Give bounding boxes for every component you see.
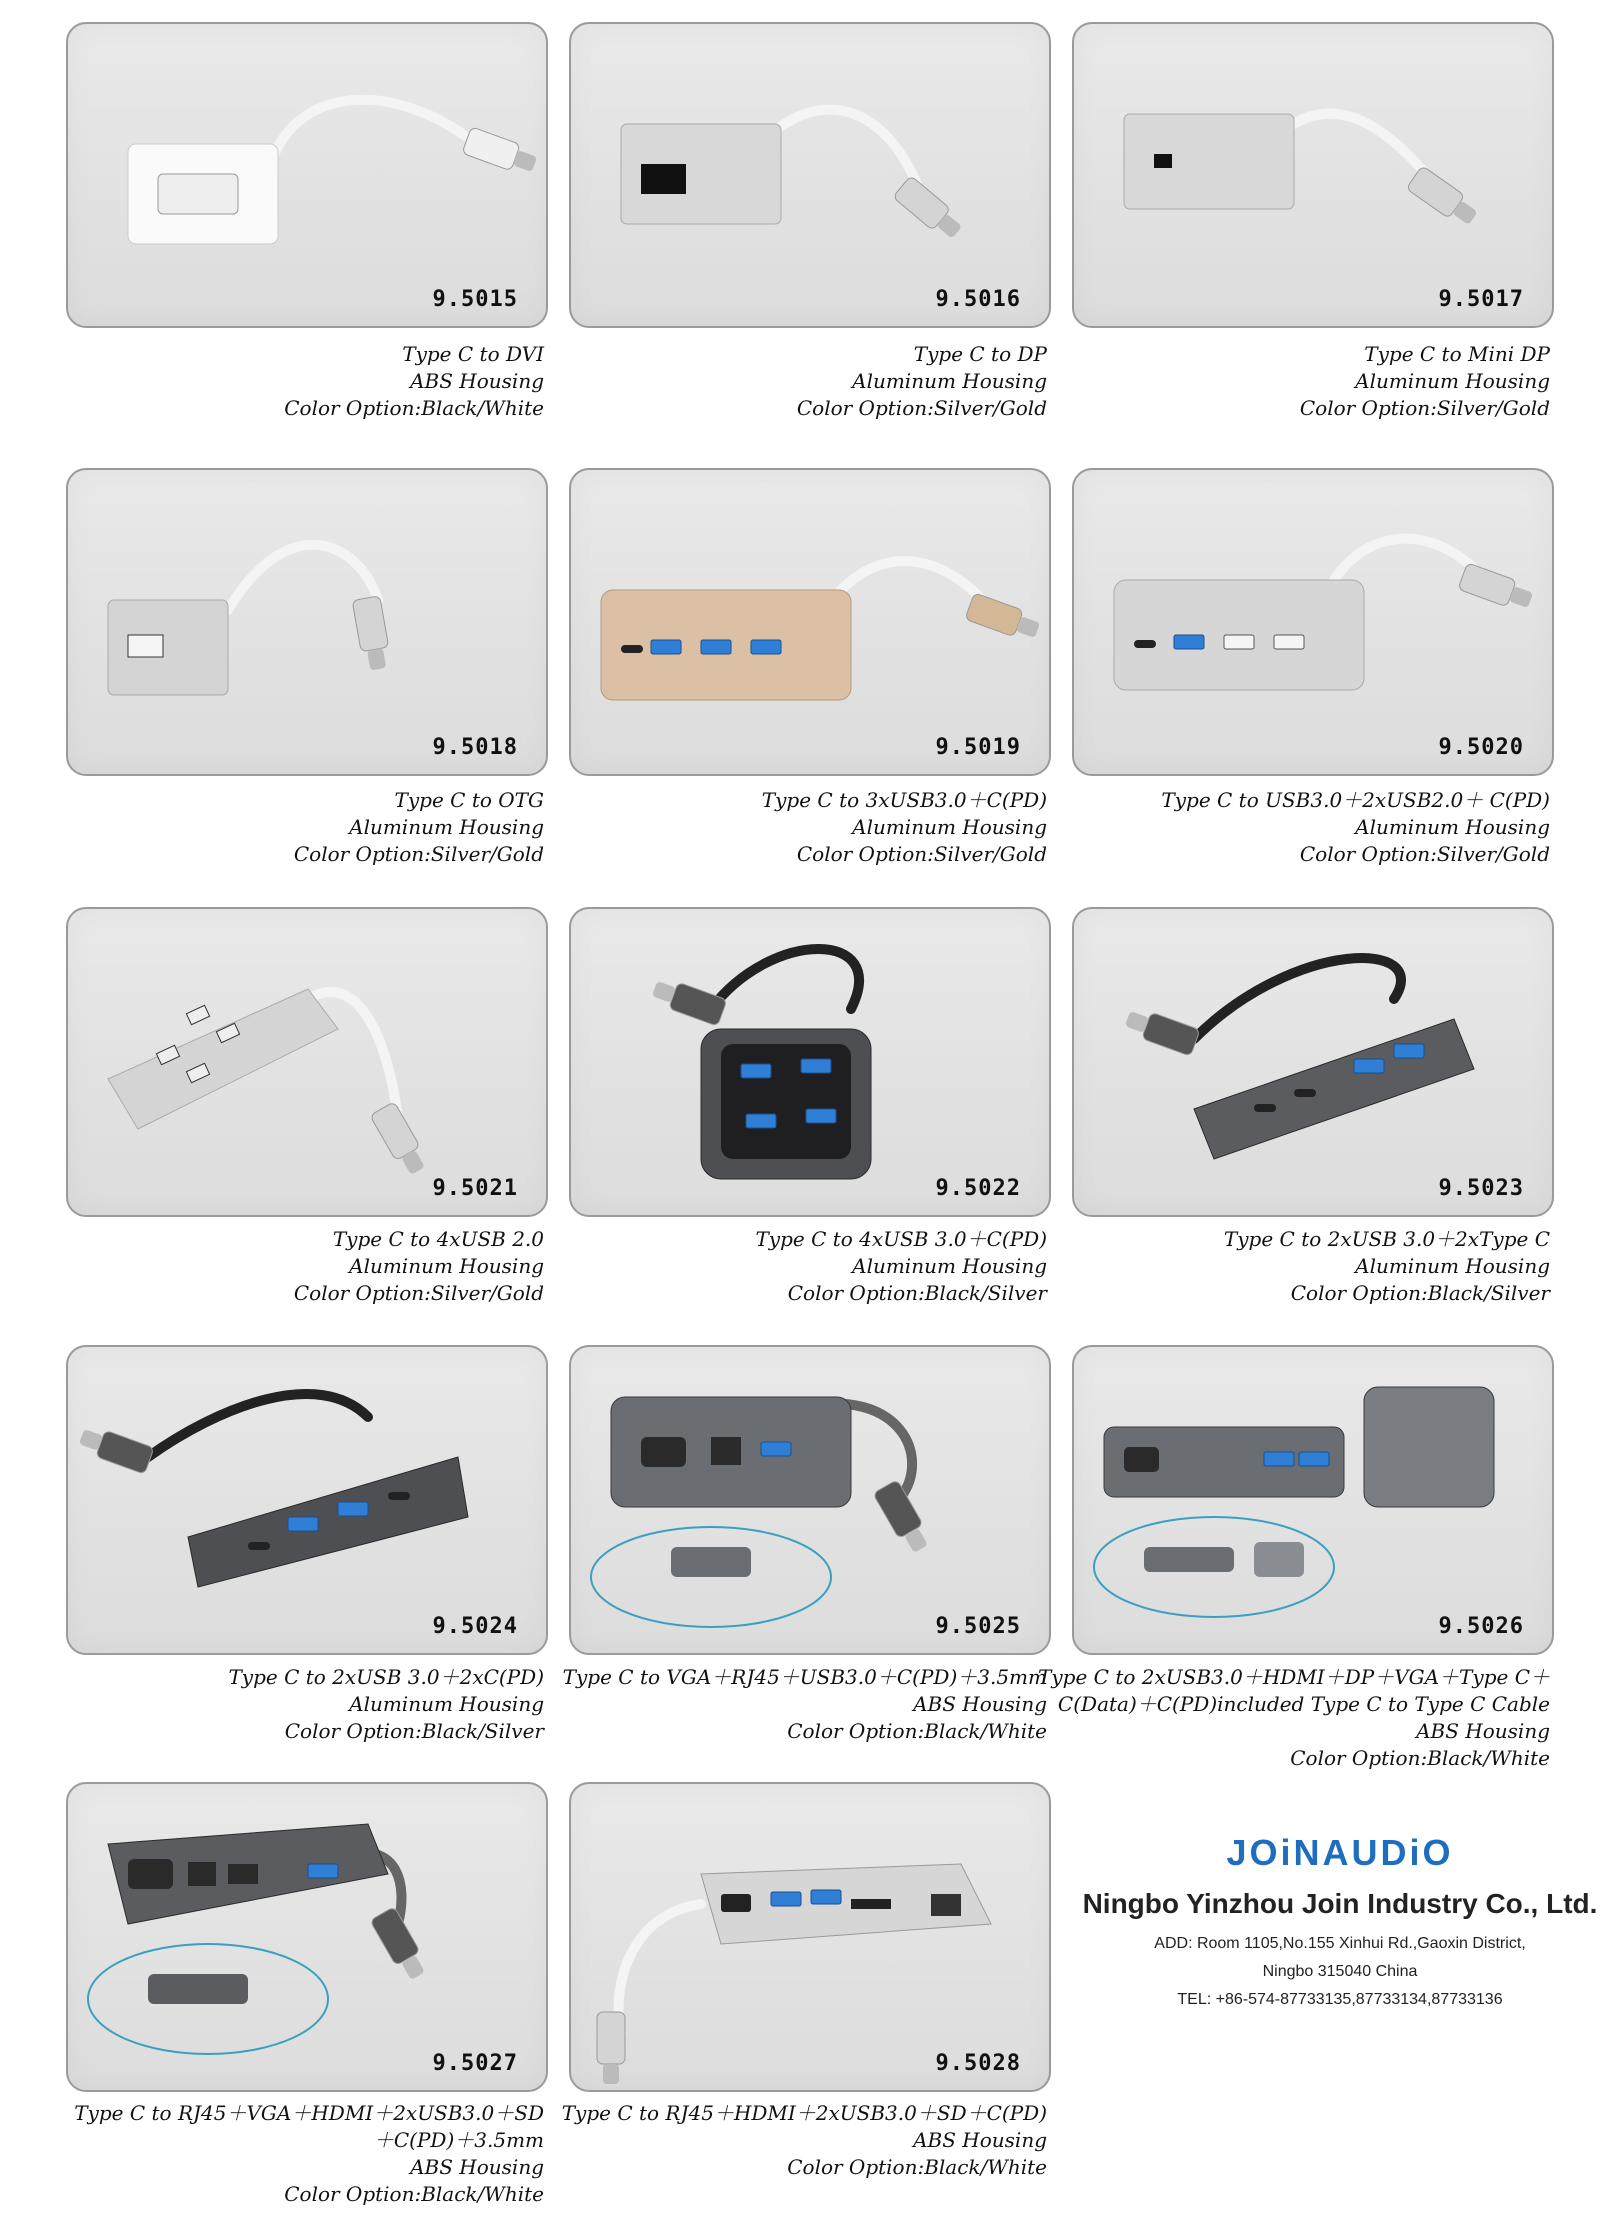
description-line: Color Option:Black/White [284, 396, 544, 420]
logo-text: JOiNAUDiO [1226, 1832, 1454, 1873]
product-card-9.5015 [66, 22, 548, 328]
product-code: 9.5027 [432, 2051, 518, 2076]
description-line: Aluminum Housing [1355, 369, 1550, 393]
product-description [1030, 1226, 1550, 1307]
product-card-9.5024 [66, 1345, 548, 1655]
description-line: ABS Housing [410, 369, 544, 393]
multi-dock-icon [1074, 1347, 1552, 1647]
usb-dark-hub-icon [1074, 909, 1552, 1209]
usb-bar-hub-icon [68, 909, 546, 1209]
product-description [24, 2100, 544, 2208]
product-card-9.5023 [1072, 907, 1554, 1217]
description-line: Aluminum Housing [852, 1254, 1047, 1278]
description-line: Type C to Mini DP [1364, 342, 1550, 366]
product-code: 9.5020 [1438, 735, 1524, 760]
product-code: 9.5016 [935, 287, 1021, 312]
product-card-9.5020 [1072, 468, 1554, 776]
product-code: 9.5019 [935, 735, 1021, 760]
description-line: Color Option:Silver/Gold [1299, 842, 1550, 866]
company-logo [1070, 1832, 1610, 1874]
product-card-9.5028 [569, 1782, 1051, 2092]
product-card-9.5017 [1072, 22, 1554, 328]
description-line: Aluminum Housing [1355, 1254, 1550, 1278]
product-code: 9.5028 [935, 2051, 1021, 2076]
description-line: Aluminum Housing [852, 815, 1047, 839]
product-card-9.5019 [569, 468, 1051, 776]
description-line: Color Option:Black/Silver [787, 1281, 1047, 1305]
description-line: Color Option:Silver/Gold [293, 1281, 544, 1305]
description-line: Color Option:Silver/Gold [796, 842, 1047, 866]
product-code: 9.5021 [432, 1176, 518, 1201]
product-code: 9.5017 [1438, 287, 1524, 312]
product-code: 9.5018 [432, 735, 518, 760]
description-line: Type C to DP [913, 342, 1047, 366]
product-code: 9.5024 [432, 1614, 518, 1639]
usb-hub-gold-icon [571, 470, 1049, 770]
description-line: Color Option:Black/White [787, 1719, 1047, 1743]
product-card-9.5027 [66, 1782, 548, 2092]
description-line: Type C to 4xUSB 3.0＋C(PD) [755, 1227, 1047, 1251]
description-line: Color Option:Black/Silver [284, 1719, 544, 1743]
description-line: Aluminum Housing [349, 1692, 544, 1716]
company-name: Ningbo Yinzhou Join Industry Co., Ltd. [1082, 1888, 1598, 1919]
product-description [24, 1226, 544, 1307]
description-line: Color Option:Silver/Gold [1299, 396, 1550, 420]
description-line: Color Option:Black/White [1290, 1746, 1550, 1770]
product-description [1030, 787, 1550, 868]
company-info [1070, 1888, 1610, 2014]
description-line: Type C to RJ45＋HDMI＋2xUSB3.0＋SD＋C(PD) [561, 2101, 1047, 2125]
product-code: 9.5023 [1438, 1176, 1524, 1201]
dark-dock-icon [68, 1784, 546, 2084]
product-description [24, 1664, 544, 1745]
product-description [527, 2100, 1047, 2181]
product-card-9.5016 [569, 22, 1051, 328]
product-code: 9.5026 [1438, 1614, 1524, 1639]
description-line: Color Option:Silver/Gold [796, 396, 1047, 420]
description-line: Type C to 2xUSB 3.0＋2xC(PD) [228, 1665, 544, 1689]
description-line: Type C to OTG [394, 788, 544, 812]
usb-square-hub-icon [571, 909, 1049, 1209]
description-line: Aluminum Housing [349, 1254, 544, 1278]
description-line: Color Option:Black/Silver [1290, 1281, 1550, 1305]
product-code: 9.5025 [935, 1614, 1021, 1639]
description-line: Type C to 2xUSB3.0＋HDMI＋DP＋VGA＋Type C＋ [1038, 1665, 1550, 1689]
description-line: Aluminum Housing [349, 815, 544, 839]
product-description [24, 787, 544, 868]
usb-dark-hub-2-icon [68, 1347, 546, 1647]
product-description [1030, 1664, 1550, 1772]
usb-hub-silver-icon [1074, 470, 1552, 770]
dvi-adapter-icon [68, 24, 546, 324]
description-line: Type C to RJ45＋VGA＋HDMI＋2xUSB3.0＋SD [74, 2101, 544, 2125]
description-line: ＋C(PD)＋3.5mm [373, 2128, 544, 2152]
description-line: Type C to 2xUSB 3.0＋2xType C [1223, 1227, 1550, 1251]
description-line: ABS Housing [410, 2155, 544, 2179]
company-tel: TEL: +86-574-87733135,87733134,87733136 [1177, 1991, 1503, 2008]
product-card-9.5021 [66, 907, 548, 1217]
dp-adapter-icon [571, 24, 1049, 324]
description-line: Color Option:Black/White [284, 2182, 544, 2206]
product-card-9.5026 [1072, 1345, 1554, 1655]
mini-dp-adapter-icon [1074, 24, 1552, 324]
description-line: Color Option:Black/White [787, 2155, 1047, 2179]
otg-adapter-icon [68, 470, 546, 770]
description-line: Color Option:Silver/Gold [293, 842, 544, 866]
description-line: Type C to USB3.0＋2xUSB2.0＋ C(PD) [1161, 788, 1550, 812]
description-line: ABS Housing [1416, 1719, 1550, 1743]
description-line: Type C to VGA＋RJ45＋USB3.0＋C(PD)＋3.5mm [562, 1665, 1047, 1689]
product-description [527, 1226, 1047, 1307]
vga-dock-icon [571, 1347, 1049, 1647]
product-description [24, 341, 544, 422]
description-line: Aluminum Housing [1355, 815, 1550, 839]
description-line: Type C to 4xUSB 2.0 [332, 1227, 544, 1251]
silver-dock-icon [571, 1784, 1049, 2084]
product-description [527, 1664, 1047, 1745]
product-code: 9.5022 [935, 1176, 1021, 1201]
description-line: Type C to DVI [402, 342, 544, 366]
product-card-9.5018 [66, 468, 548, 776]
company-address-line2: Ningbo 315040 China [1262, 1963, 1418, 1980]
description-line: Aluminum Housing [852, 369, 1047, 393]
product-description [527, 787, 1047, 868]
description-line: ABS Housing [913, 2128, 1047, 2152]
description-line: ABS Housing [913, 1692, 1047, 1716]
product-description [1030, 341, 1550, 422]
description-line: Type C to 3xUSB3.0＋C(PD) [761, 788, 1047, 812]
description-line: C(Data)＋C(PD)included Type C to Type C Cable [1057, 1692, 1550, 1716]
product-description [527, 341, 1047, 422]
product-card-9.5022 [569, 907, 1051, 1217]
product-card-9.5025 [569, 1345, 1051, 1655]
product-code: 9.5015 [432, 287, 518, 312]
company-address-line1: ADD: Room 1105,No.155 Xinhui Rd.,Gaoxin District, [1154, 1935, 1526, 1952]
